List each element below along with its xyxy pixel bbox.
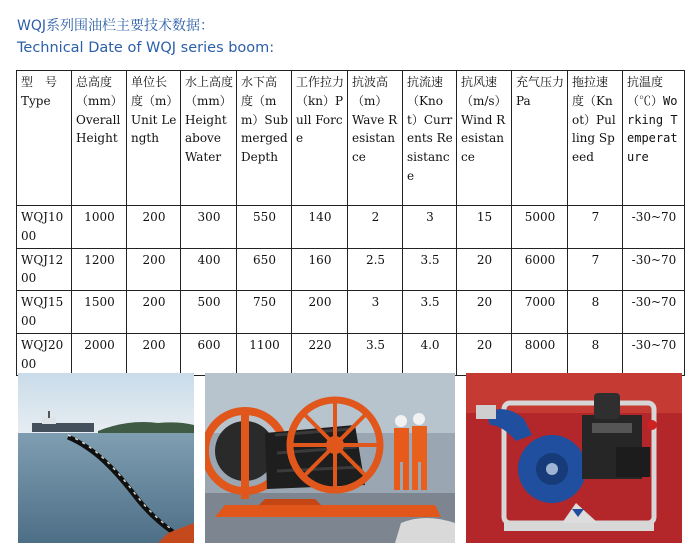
table-cell: 3	[348, 291, 403, 334]
table-cell: 1200	[72, 248, 127, 291]
table-cell: 3.5	[403, 248, 457, 291]
table-cell: 3.5	[348, 333, 403, 376]
table-cell: 550	[237, 206, 292, 249]
table-cell: 1000	[72, 206, 127, 249]
header-working-temperature: 抗温度（℃）Working Temperature	[623, 71, 685, 206]
table-cell: 2	[348, 206, 403, 249]
table-cell: 20	[457, 291, 512, 334]
blower-unit-photo	[466, 373, 682, 543]
table-cell: 1500	[72, 291, 127, 334]
table-cell: 500	[181, 291, 237, 334]
spec-table	[16, 70, 685, 376]
table-cell: 400	[181, 248, 237, 291]
table-cell: -30~70	[623, 291, 685, 334]
table-cell: 6000	[512, 248, 568, 291]
header-pull-force: 工作拉力（kn）Pull Force	[292, 71, 348, 206]
table-cell: 20	[457, 248, 512, 291]
table-cell: -30~70	[623, 333, 685, 376]
table-cell: 2000	[72, 333, 127, 376]
table-cell: 650	[237, 248, 292, 291]
table-cell: 220	[292, 333, 348, 376]
header-pulling-speed: 拖拉速度（Knot）Pulling Speed	[568, 71, 623, 206]
table-cell: 8000	[512, 333, 568, 376]
table-cell: WQJ1200	[17, 248, 72, 291]
header-submerged-depth: 水下高度（mm）Submerged Depth	[237, 71, 292, 206]
table-row	[17, 291, 685, 334]
table-cell: 5000	[512, 206, 568, 249]
table-cell: 2.5	[348, 248, 403, 291]
header-wind-resistance: 抗风速（m/s）Wind Resistance	[457, 71, 512, 206]
table-cell: 200	[292, 291, 348, 334]
table-cell: 7	[568, 248, 623, 291]
table-cell: 15	[457, 206, 512, 249]
table-cell: 1100	[237, 333, 292, 376]
table-cell: 20	[457, 333, 512, 376]
table-cell: 4.0	[403, 333, 457, 376]
table-cell: 7	[568, 206, 623, 249]
table-cell: WQJ1000	[17, 206, 72, 249]
table-header-row	[17, 71, 685, 206]
table-cell: 750	[237, 291, 292, 334]
boom-reel-photo	[205, 373, 455, 543]
title-chinese: WQJ系列围油栏主要技术数据：	[17, 18, 214, 34]
table-cell: 7000	[512, 291, 568, 334]
table-cell: WQJ2000	[17, 333, 72, 376]
table-cell: 3.5	[403, 291, 457, 334]
header-current-resistance: 抗流速（Knot）Currents Resistance	[403, 71, 457, 206]
table-cell: 140	[292, 206, 348, 249]
table-cell: WQJ1500	[17, 291, 72, 334]
table-cell: 200	[127, 291, 181, 334]
table-cell: 8	[568, 333, 623, 376]
header-unit-length: 单位长度（m）Unit Length	[127, 71, 181, 206]
table-row	[17, 333, 685, 376]
table-cell: 200	[127, 333, 181, 376]
header-inflation-pressure: 充气压力 Pa	[512, 71, 568, 206]
header-wave-resistance: 抗波高（m）Wave Resistance	[348, 71, 403, 206]
table-cell: 600	[181, 333, 237, 376]
header-type: 型 号 Type	[17, 71, 72, 206]
table-row	[17, 248, 685, 291]
title-english: Technical Date of WQJ series boom:	[17, 40, 275, 56]
table-cell: -30~70	[623, 206, 685, 249]
header-overall-height: 总高度（mm）Overall Height	[72, 71, 127, 206]
table-cell: 3	[403, 206, 457, 249]
table-cell: 300	[181, 206, 237, 249]
boom-on-water-photo	[18, 373, 194, 543]
header-height-above-water: 水上高度（mm）Height above Water	[181, 71, 237, 206]
table-cell: 200	[127, 206, 181, 249]
table-cell: -30~70	[623, 248, 685, 291]
table-row	[17, 206, 685, 249]
table-cell: 8	[568, 291, 623, 334]
table-cell: 200	[127, 248, 181, 291]
table-cell: 160	[292, 248, 348, 291]
